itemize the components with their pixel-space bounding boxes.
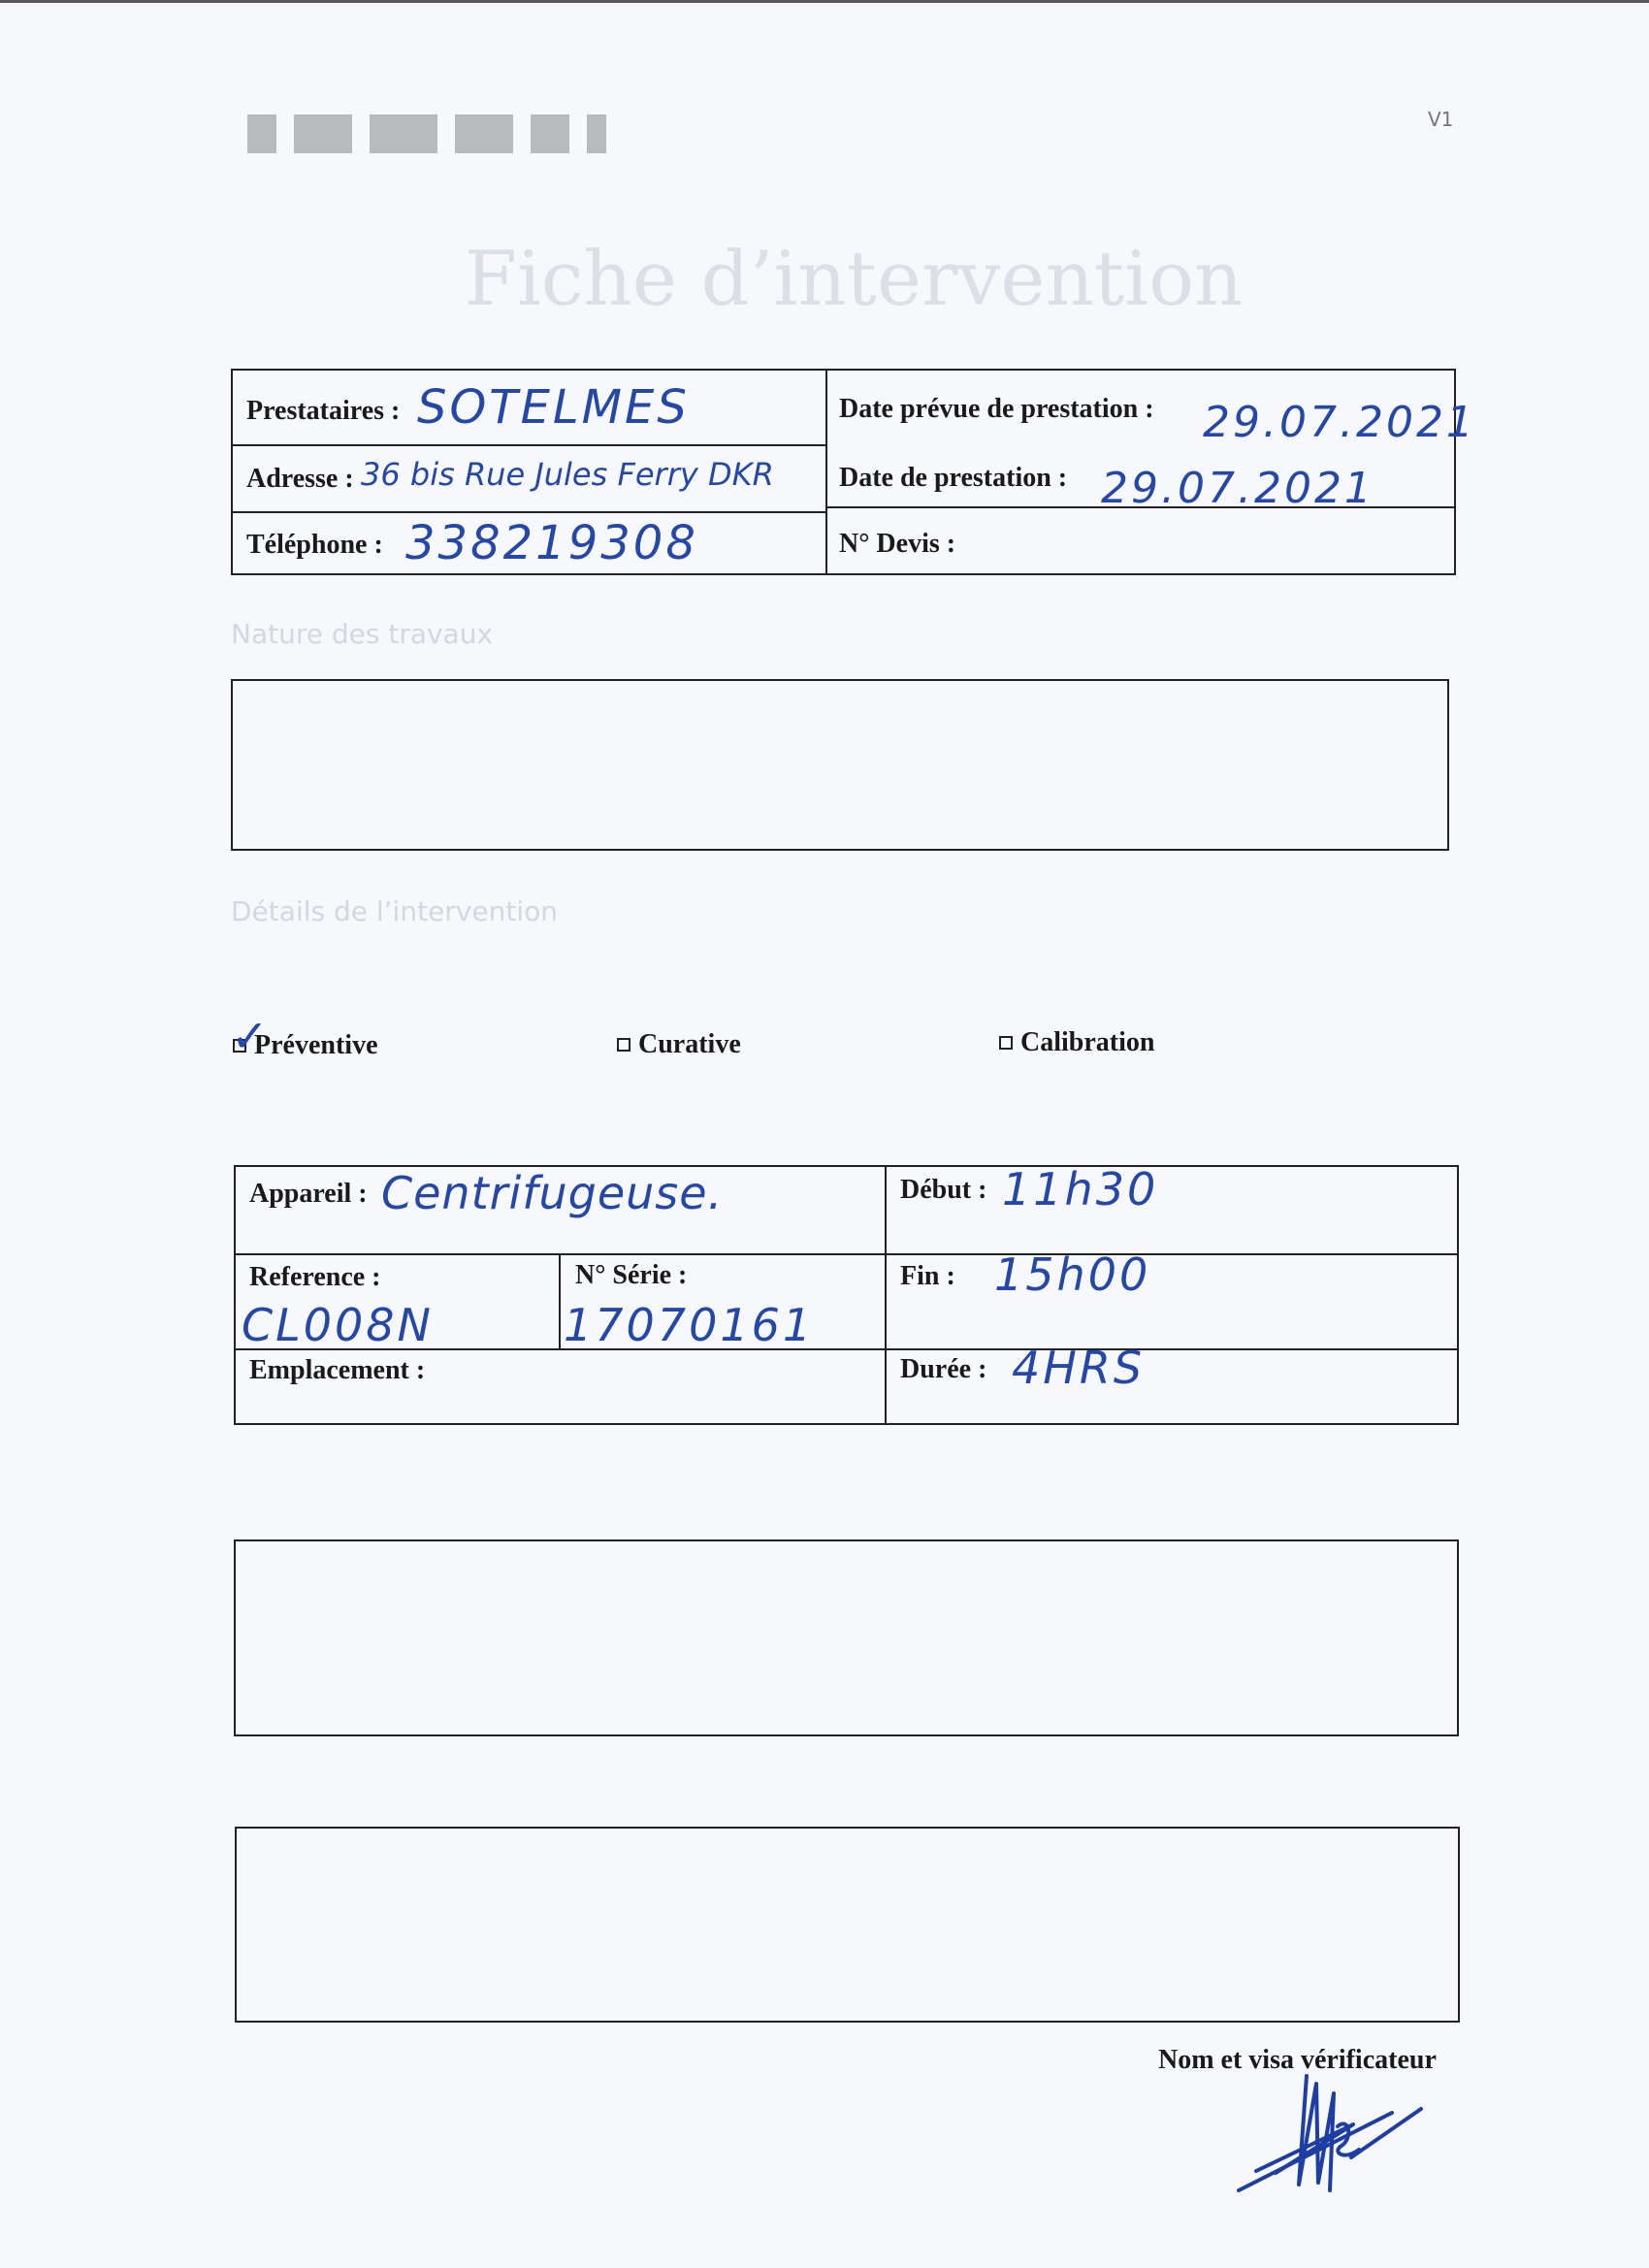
provider-table — [231, 369, 1476, 575]
telephone-value: 338219308 — [405, 516, 698, 570]
page-title: Fiche d’intervention — [464, 236, 1244, 323]
date-prevue-label: Date prévue de prestation : — [839, 394, 1154, 424]
telephone-label: Téléphone : — [246, 530, 383, 560]
remarks-box — [235, 1827, 1460, 2023]
debut-value: 11h30 — [1002, 1163, 1159, 1215]
adresse-value: 36 bis Rue Jules Ferry DKR — [361, 456, 774, 493]
emplacement-label: Emplacement : — [249, 1355, 426, 1385]
details-intervention-label: Détails de l’intervention — [231, 895, 558, 927]
checkbox-label: Curative — [638, 1029, 741, 1059]
verificateur-signature — [1237, 2064, 1431, 2200]
checkbox-calibration[interactable] — [999, 1027, 1154, 1058]
serie-label: N° Série : — [575, 1260, 688, 1290]
checkbox-square — [999, 1036, 1013, 1050]
debut-label: Début : — [900, 1175, 987, 1205]
appareil-value: Centrifugeuse. — [381, 1167, 724, 1219]
company-logo — [247, 105, 655, 163]
date-prestation-label: Date de prestation : — [839, 463, 1068, 493]
date-prevue-value: 29.07.2021 — [1203, 398, 1476, 447]
reference-label: Reference : — [249, 1262, 381, 1292]
devis-label: N° Devis : — [839, 529, 956, 559]
nature-travaux-box — [231, 679, 1449, 851]
serie-value: 17070161 — [564, 1299, 815, 1351]
nature-travaux-label: Nature des travaux — [231, 618, 494, 650]
version-label: V1 — [1428, 108, 1454, 131]
date-prestation-value: 29.07.2021 — [1101, 464, 1374, 513]
checkbox-label: Préventive — [254, 1030, 378, 1060]
appareil-label: Appareil : — [249, 1179, 368, 1209]
fin-label: Fin : — [900, 1261, 955, 1291]
prestataires-value: SOTELMES — [417, 380, 690, 435]
fin-value: 15h00 — [994, 1248, 1151, 1301]
verificateur-label: Nom et visa vérificateur — [1158, 2045, 1437, 2075]
checkmark-icon: ✓ — [231, 1010, 269, 1062]
duree-label: Durée : — [900, 1354, 987, 1384]
checkbox-square — [617, 1038, 630, 1052]
prestataires-label: Prestataires : — [246, 396, 401, 426]
reference-value: CL008N — [242, 1299, 434, 1351]
adresse-label: Adresse : — [246, 464, 354, 494]
equipment-table — [234, 1165, 1459, 1425]
observations-box — [234, 1539, 1459, 1736]
duree-value: 4HRS — [1012, 1342, 1146, 1394]
checkbox-label: Calibration — [1020, 1027, 1155, 1057]
checkbox-curative[interactable] — [617, 1029, 741, 1060]
